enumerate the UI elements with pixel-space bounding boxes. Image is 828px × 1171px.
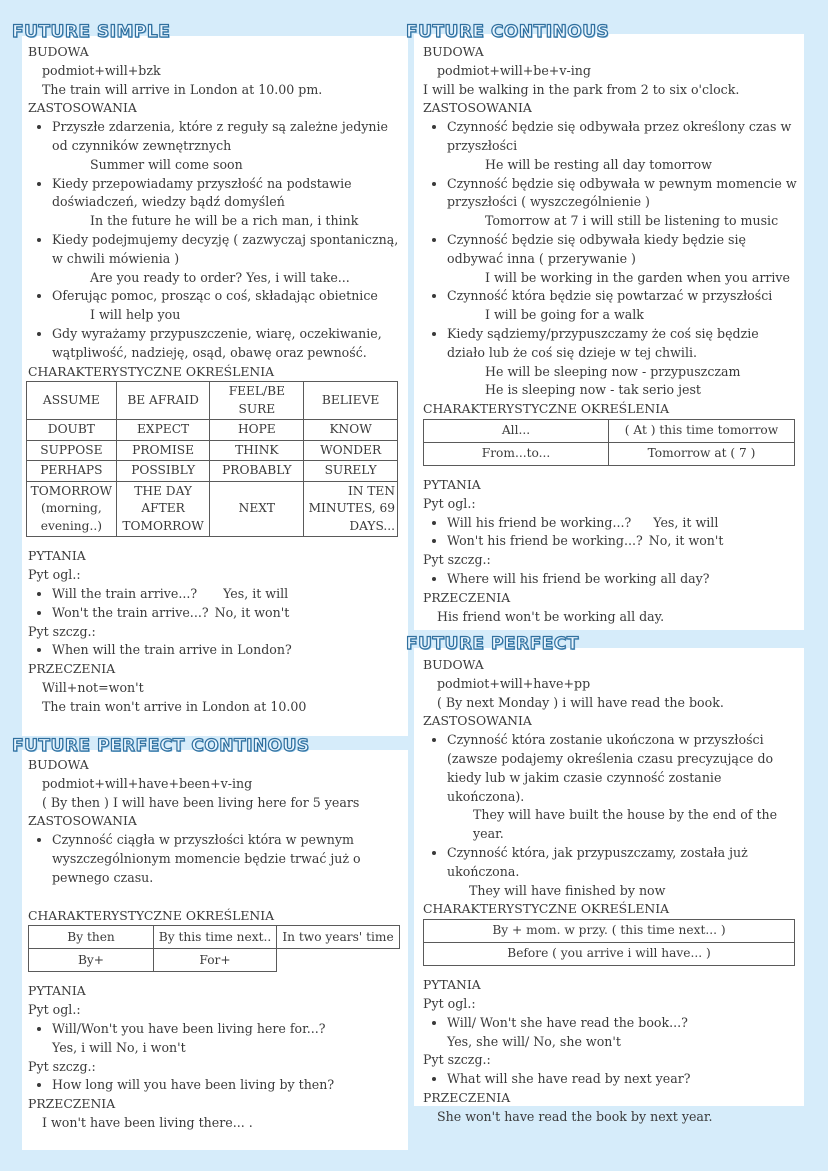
table-cell: BELIEVE xyxy=(304,382,398,420)
answer: No, it won't xyxy=(214,604,290,620)
table-cell: PROBABLY xyxy=(210,461,304,482)
fs-przeczenia-label: PRZECZENIA xyxy=(28,661,116,677)
table-cell: KNOW xyxy=(304,420,398,441)
fpc-budowa-label: BUDOWA xyxy=(28,757,89,772)
fs-use-example: Are you ready to order? Yes, i will take... xyxy=(90,269,350,285)
fp-budowa-label: BUDOWA xyxy=(423,657,484,672)
fs-use-example: Summer will come soon xyxy=(90,156,243,172)
table-cell: WONDER xyxy=(304,440,398,461)
table-row xyxy=(27,440,398,461)
fp-uses-list xyxy=(423,844,799,882)
table-cell: FEEL/BE SURE xyxy=(210,382,304,420)
list-item: • Oferując pomoc, prosząc o coś, składając obietnice xyxy=(52,287,404,306)
fs-formula: podmiot+will+bzk xyxy=(42,62,161,78)
table-row xyxy=(424,442,795,465)
table-cell: ( At ) this time tomorrow xyxy=(609,419,795,442)
fc-zastosowania-label: ZASTOSOWANIA xyxy=(423,100,532,116)
table-cell: THE DAY AFTER TOMORROW xyxy=(116,481,210,537)
table-row xyxy=(424,419,795,442)
fp-pyt-ogl-list xyxy=(423,1014,799,1033)
table-cell: SUPPOSE xyxy=(27,440,117,461)
list-item: • Czynność która będzie się powtarzać w przyszłości xyxy=(447,287,799,306)
fs-uses-list xyxy=(28,118,404,156)
list-item: • Gdy wyrażamy przypuszczenie, wiarę, oczekiwanie, wątpliwość, nadzieję, osąd, obawę oraz pewność. xyxy=(52,325,404,363)
future-perfect-continous-content xyxy=(28,756,404,1133)
fs-przeczenia-line: The train won't arrive in London at 10.00 xyxy=(42,698,307,714)
answer: No, it won't xyxy=(648,533,724,549)
table-row xyxy=(29,926,400,949)
table-cell: From...to... xyxy=(424,442,609,465)
fp-pyt-ogl-label: Pyt ogl.: xyxy=(423,995,476,1011)
fc-use-example: I will be working in the garden when you arrive xyxy=(485,269,790,285)
list-item: • When will the train arrive in London? xyxy=(52,641,404,660)
fpc-char-table xyxy=(28,925,400,972)
table-cell: ASSUME xyxy=(27,382,117,420)
future-perfect-continous-title: FUTURE PERFECT CONTINOUS xyxy=(12,736,310,756)
fs-char-table xyxy=(26,381,398,537)
fc-pyt-szcz-list xyxy=(423,570,799,589)
fp-example: ( By next Monday ) i will have read the book. xyxy=(437,694,724,710)
question: Will the train arrive...? xyxy=(52,585,198,601)
table-cell: NEXT xyxy=(210,481,304,537)
fc-pyt-ogl-list xyxy=(423,514,799,552)
fpc-formula: podmiot+will+have+been+v-ing xyxy=(42,775,253,791)
table-cell: By+ xyxy=(29,949,154,972)
list-item: • Czynność będzie się odbywała przez określony czas w przyszłości xyxy=(447,118,799,156)
fpc-char-label: CHARAKTERYSTYCZNE OKREŚLENIA xyxy=(28,907,275,923)
fp-use-example: They will have built the house by the end of the year. xyxy=(473,807,778,842)
fc-char-table xyxy=(423,419,795,466)
list-item: • How long will you have been living by then? xyxy=(52,1076,404,1095)
table-cell: POSSIBLY xyxy=(116,461,210,482)
fs-uses-list xyxy=(28,231,404,269)
fpc-pyt-ogl-answer: Yes, i will No, i won't xyxy=(52,1039,186,1055)
table-cell: By this time next.. xyxy=(154,926,277,949)
fc-formula: podmiot+will+be+v-ing xyxy=(437,62,591,78)
fp-use-example: They will have finished by now xyxy=(469,882,666,898)
fc-example: I will be walking in the park from 2 to six o'clock. xyxy=(423,81,740,97)
fpc-uses-list xyxy=(28,831,404,887)
list-item: • Czynność będzie się odbywała w pewnym momencie w przyszłości ( wyszczególnienie ) xyxy=(447,175,799,213)
fpc-example: ( By then ) I will have been living here for 5 years xyxy=(42,794,360,810)
future-simple-title: FUTURE SIMPLE xyxy=(12,22,171,42)
question: Won't his friend be working...? xyxy=(447,533,643,549)
future-continous-content xyxy=(423,43,799,626)
fp-char-label: CHARAKTERYSTYCZNE OKREŚLENIA xyxy=(423,901,670,917)
table-row xyxy=(424,943,795,966)
fp-formula: podmiot+will+have+pp xyxy=(437,675,591,691)
table-cell: Before ( you arrive i will have... ) xyxy=(424,943,795,966)
fc-use-example: Tomorrow at 7 i will still be listening to music xyxy=(485,213,779,229)
list-item: • Czynność ciągła w przyszłości która w pewnym wyszczególnionym momencie będzie trwać już o pewnego czasu. xyxy=(52,831,364,887)
fs-uses-list xyxy=(28,175,404,213)
fc-przeczenia-label: PRZECZENIA xyxy=(423,589,511,605)
fs-pyt-ogl-label: Pyt ogl.: xyxy=(28,567,81,583)
list-item xyxy=(52,585,404,604)
table-cell: PROMISE xyxy=(116,440,210,461)
table-cell: Tomorrow at ( 7 ) xyxy=(609,442,795,465)
fp-przeczenia-line: She won't have read the book by next year. xyxy=(437,1108,713,1124)
list-item xyxy=(447,532,799,551)
fp-char-table xyxy=(423,919,795,966)
fc-use-example: He will be sleeping now - przypuszczam xyxy=(485,363,741,379)
list-item: • Kiedy przepowiadamy przyszłość na podstawie doświadczeń, wiedzy bądź domyśleń xyxy=(52,175,404,213)
table-cell: DOUBT xyxy=(27,420,117,441)
table-cell: IN TEN MINUTES, 69 DAYS... xyxy=(304,481,398,537)
fp-pytania-label: PYTANIA xyxy=(423,977,481,993)
fpc-pyt-ogl-list xyxy=(28,1020,404,1039)
fs-use-example: In the future he will be a rich man, i think xyxy=(90,213,359,229)
future-perfect-content xyxy=(423,656,799,1127)
table-row xyxy=(27,481,398,537)
list-item: • Czynność która zostanie ukończona w przyszłości (zawsze podajemy określenia czasu precyzujące do kiedy lub w jakim czasie czynność zostanie ukończona). xyxy=(447,731,799,806)
fc-pyt-szcz-label: Pyt szczg.: xyxy=(423,552,491,568)
list-item: • Kiedy sądziemy/przypuszczamy że coś się będzie działo lub że coś się dzieje w tej chwili. xyxy=(447,325,799,363)
fc-uses-list xyxy=(423,287,799,306)
fc-use-example: He will be resting all day tomorrow xyxy=(485,156,712,172)
fc-use-example: I will be going for a walk xyxy=(485,307,644,323)
table-row xyxy=(27,382,398,420)
future-simple-content xyxy=(28,43,404,717)
list-item: • Przyszłe zdarzenia, które z reguły są zależne jedynie od czynników zewnętrznych xyxy=(52,118,404,156)
fs-uses-list xyxy=(28,287,404,306)
fpc-pyt-ogl-label: Pyt ogl.: xyxy=(28,1002,81,1018)
table-cell: EXPECT xyxy=(116,420,210,441)
fc-char-label: CHARAKTERYSTYCZNE OKREŚLENIA xyxy=(423,401,670,417)
fc-uses-list xyxy=(423,325,799,363)
table-cell: SURELY xyxy=(304,461,398,482)
list-item: • Kiedy podejmujemy decyzję ( zazwyczaj spontaniczną, w chwili mówienia ) xyxy=(52,231,404,269)
answer: Yes, it will xyxy=(223,585,289,601)
fc-budowa-label: BUDOWA xyxy=(423,44,484,59)
table-cell: TOMORROW (morning, evening..) xyxy=(27,481,117,537)
table-row xyxy=(424,920,795,943)
fp-zastosowania-label: ZASTOSOWANIA xyxy=(423,713,532,729)
list-item: • Czynność która, jak przypuszczamy, została już ukończona. xyxy=(447,844,759,882)
fs-use-example: I will help you xyxy=(90,307,181,323)
fs-pyt-szcz-list xyxy=(28,641,404,660)
answer: Yes, it will xyxy=(653,514,719,530)
fpc-przeczenia-line: I won't have been living there... . xyxy=(42,1114,253,1130)
table-row xyxy=(27,461,398,482)
list-item: • Czynność będzie się odbywała kiedy będzie się odbywać inna ( przerywanie ) xyxy=(447,231,799,269)
question: Won't the train arrive...? xyxy=(52,604,209,620)
fs-budowa-label: BUDOWA xyxy=(28,44,89,59)
fc-uses-list xyxy=(423,118,799,156)
table-cell: By + mom. w przy. ( this time next... ) xyxy=(424,920,795,943)
fc-use-example: He is sleeping now - tak serio jest xyxy=(485,382,701,398)
fs-przeczenia-line: Will+not=won't xyxy=(42,679,144,695)
fc-pyt-ogl-label: Pyt ogl.: xyxy=(423,495,476,511)
fs-char-label: CHARAKTERYSTYCZNE OKREŚLENIA xyxy=(28,363,275,379)
list-item xyxy=(52,604,404,623)
table-cell: THINK xyxy=(210,440,304,461)
question: Will his friend be working...? xyxy=(447,514,632,530)
list-item: • What will she have read by next year? xyxy=(447,1070,799,1089)
fpc-zastosowania-label: ZASTOSOWANIA xyxy=(28,813,137,829)
fc-uses-list xyxy=(423,175,799,213)
fpc-pytania-label: PYTANIA xyxy=(28,983,86,999)
table-row xyxy=(27,420,398,441)
table-row xyxy=(29,949,400,972)
fp-uses-list xyxy=(423,731,799,806)
fp-pyt-szcz-label: Pyt szczg.: xyxy=(423,1052,491,1068)
future-perfect-title: FUTURE PERFECT xyxy=(406,634,579,654)
fpc-pyt-szcz-label: Pyt szczg.: xyxy=(28,1058,96,1074)
fpc-przeczenia-label: PRZECZENIA xyxy=(28,1096,116,1112)
fp-przeczenia-label: PRZECZENIA xyxy=(423,1089,511,1105)
fs-pytania-label: PYTANIA xyxy=(28,548,86,564)
table-cell: BE AFRAID xyxy=(116,382,210,420)
fs-uses-list xyxy=(28,325,404,363)
fc-uses-list xyxy=(423,231,799,269)
future-continous-title: FUTURE CONTINOUS xyxy=(406,22,610,42)
table-cell: By then xyxy=(29,926,154,949)
fs-pyt-szcz-label: Pyt szczg.: xyxy=(28,623,96,639)
fpc-pyt-szcz-list xyxy=(28,1076,404,1095)
fp-pyt-ogl-answer: Yes, she will/ No, she won't xyxy=(447,1033,621,1049)
table-cell: PERHAPS xyxy=(27,461,117,482)
fs-example: The train will arrive in London at 10.00 pm. xyxy=(42,81,323,97)
list-item: • Will/ Won't she have read the book...? xyxy=(447,1014,799,1033)
fs-pyt-ogl-list xyxy=(28,585,404,623)
list-item xyxy=(447,514,799,533)
fp-pyt-szcz-list xyxy=(423,1070,799,1089)
fs-zastosowania-label: ZASTOSOWANIA xyxy=(28,100,137,116)
table-cell-empty xyxy=(277,949,400,972)
fc-przeczenia-line: His friend won't be working all day. xyxy=(437,608,665,624)
list-item: • Where will his friend be working all day? xyxy=(447,570,799,589)
table-cell: For+ xyxy=(154,949,277,972)
table-cell: HOPE xyxy=(210,420,304,441)
list-item: • Will/Won't you have been living here for...? xyxy=(52,1020,404,1039)
fc-pytania-label: PYTANIA xyxy=(423,476,481,492)
table-cell: All... xyxy=(424,419,609,442)
table-cell: In two years' time xyxy=(277,926,400,949)
